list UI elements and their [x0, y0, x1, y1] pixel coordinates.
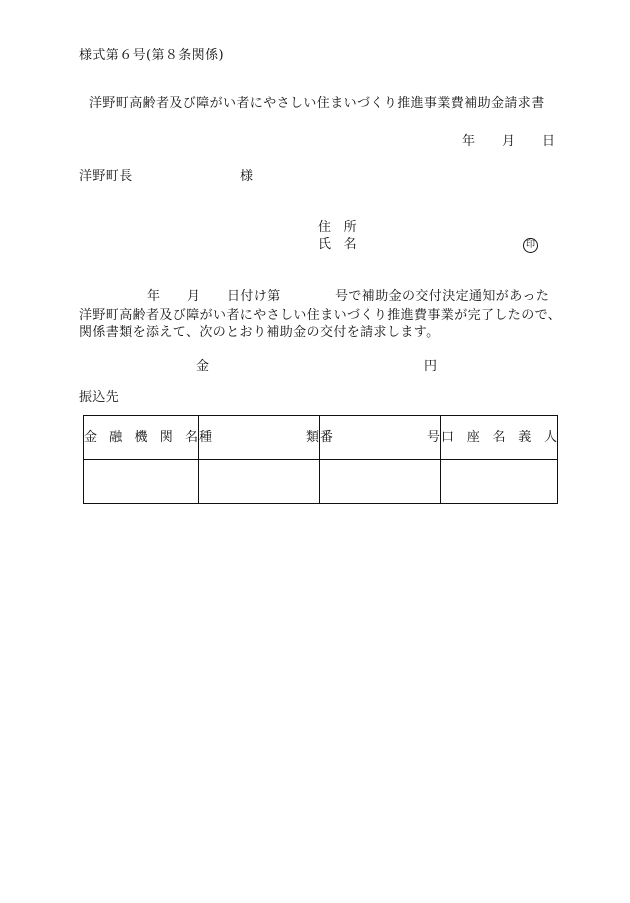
body-line1-year: 年 — [147, 289, 161, 304]
column-header-bank-name-char-0: 金 — [84, 429, 98, 445]
column-header-account-holder-char-1: 座 — [466, 429, 480, 445]
name-label-char-1: 名 — [343, 237, 357, 252]
body-line1-day-number: 日付け第 — [227, 289, 281, 304]
amount-prefix: 金 — [196, 359, 210, 374]
header-cell-bank-name — [84, 416, 199, 460]
date-day-label: 日 — [542, 134, 556, 149]
cell-bank-name — [84, 460, 199, 504]
column-header-bank-name-char-3: 関 — [159, 429, 173, 445]
form-number: 様式第６号(第８条関係) — [79, 48, 224, 63]
column-header-account-type-char-0: 種 — [199, 429, 213, 445]
header-cell-account-holder — [441, 416, 558, 460]
column-header-account-type — [199, 430, 319, 446]
column-header-bank-name-char-2: 機 — [134, 429, 148, 445]
seal-mark: 印 — [523, 238, 538, 253]
column-header-bank-name-char-1: 融 — [109, 429, 123, 445]
header-cell-account-number — [320, 416, 441, 460]
transfer-heading: 振込先 — [79, 390, 120, 405]
transfer-table — [83, 415, 558, 504]
name-label-char-0: 氏 — [318, 237, 332, 252]
column-header-account-holder — [441, 430, 557, 446]
column-header-bank-name — [84, 430, 198, 446]
date-month-label: 月 — [502, 134, 516, 149]
column-header-account-holder-char-3: 義 — [518, 429, 532, 445]
body-line1-rest: 号で補助金の交付決定通知があった — [335, 289, 550, 304]
transfer-table-header-row — [84, 416, 558, 460]
column-header-account-type-char-1: 類 — [305, 429, 319, 445]
date-year-label: 年 — [462, 134, 476, 149]
column-header-account-number-char-0: 番 — [320, 429, 334, 445]
cell-account-type — [199, 460, 320, 504]
cell-account-number — [320, 460, 441, 504]
column-header-account-holder-char-0: 口 — [441, 429, 455, 445]
body-line3: 関係書類を添えて、次のとおり補助金の交付を請求します。 — [79, 325, 440, 340]
address-label-char-0: 住 — [318, 220, 332, 235]
addressee-honorific: 様 — [240, 169, 254, 184]
column-header-account-number-char-1: 号 — [426, 429, 440, 445]
amount-unit: 円 — [424, 359, 438, 374]
column-header-bank-name-char-4: 名 — [184, 429, 198, 445]
body-line2: 洋野町高齢者及び障がい者にやさしい住まいづくり推進費事業が完了したので、 — [79, 308, 562, 323]
column-header-account-number — [320, 430, 440, 446]
cell-account-holder — [441, 460, 558, 504]
address-label-char-1: 所 — [343, 220, 357, 235]
name-label — [318, 237, 357, 253]
column-header-account-holder-char-2: 名 — [492, 429, 506, 445]
address-label — [318, 220, 357, 236]
header-cell-account-type — [199, 416, 320, 460]
addressee-name: 洋野町長 — [79, 169, 133, 184]
transfer-table-row — [84, 460, 558, 504]
column-header-account-holder-char-4: 人 — [543, 429, 557, 445]
body-line1-month: 月 — [187, 289, 201, 304]
document-title: 洋野町高齢者及び障がい者にやさしい住まいづくり推進事業費補助金請求書 — [89, 96, 545, 111]
